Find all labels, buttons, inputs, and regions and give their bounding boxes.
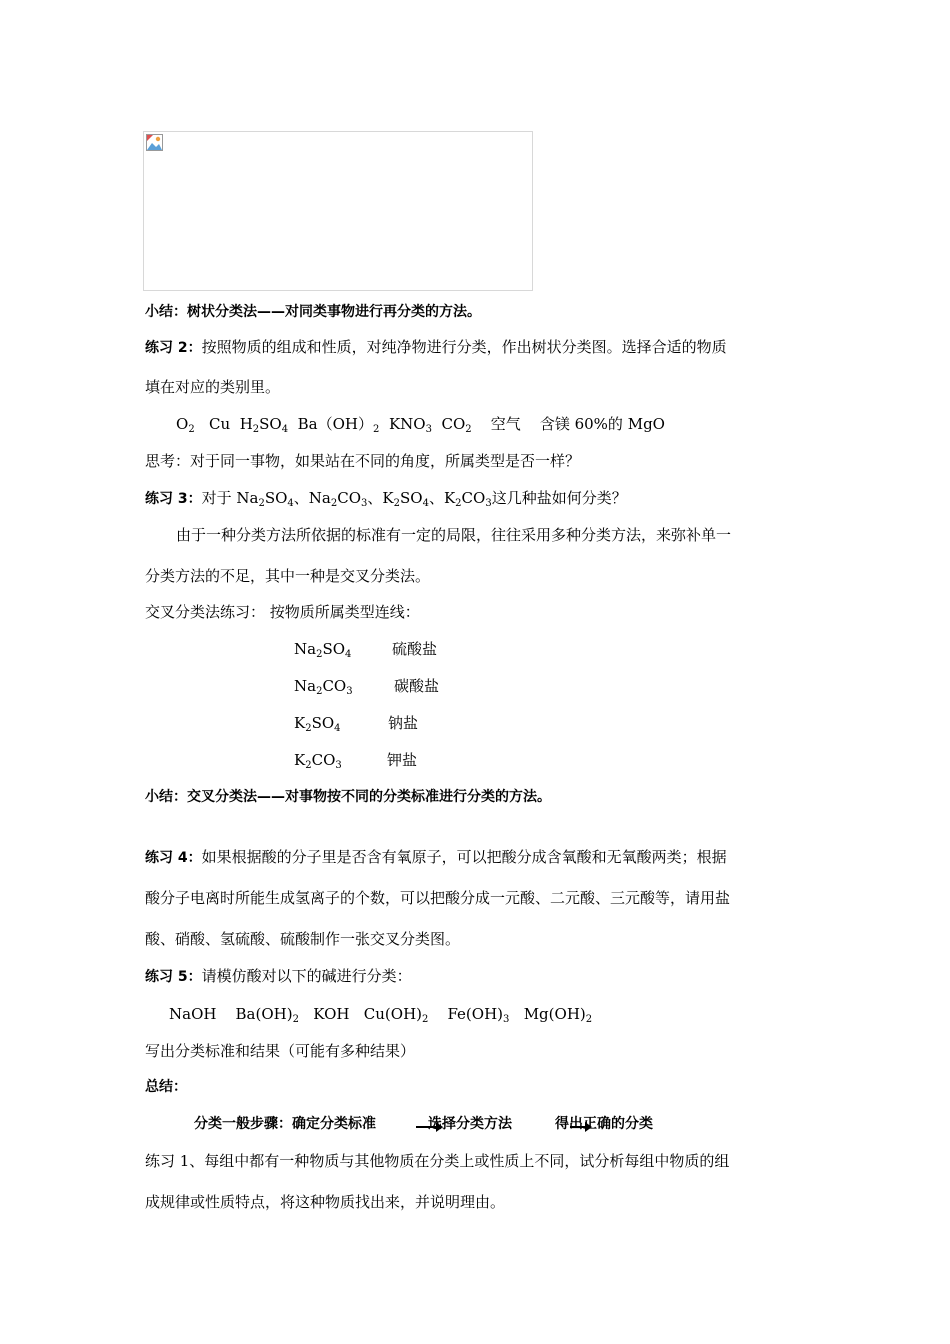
formula-co2: CO [441,415,466,433]
conclusion-label: 总结： [145,1079,187,1095]
ex3-part: CO [337,489,362,507]
cross-class-2: 碳酸盐 [394,677,440,695]
formula-koh: KOH [313,1005,350,1023]
step-1: 分类一般步骤：确定分类标准 [194,1116,376,1132]
formula-h2so4: H [239,415,253,433]
formula-mgoh2: Mg(OH) [523,1005,586,1023]
exercise-text: 如果根据酸的分子里是否含有氧原子，可以把酸分成含氧酸和无氧酸两类；根据 [201,848,727,866]
think-question: 思考：对于同一事物，如果站在不同的角度，所属类型是否一样？ [145,452,581,470]
paragraph-line2: 分类方法的不足，其中一种是交叉分类法。 [145,567,431,585]
ex3-part: 、Na [293,489,331,507]
cross-formula-2: $Na_2CO_3$ [294,677,353,697]
formula-part: CO [322,677,347,695]
exercise-label: 练习 5： [145,969,202,985]
formula-part: K [294,751,306,769]
exercise-4-line2: 酸分子电离时所能生成氢离子的个数，可以把酸分成一元酸、二元酸、三元酸等，请用盐 [145,889,731,907]
exercise-2-line1 [145,337,727,358]
exercise-2-line2: 填在对应的类别里。 [145,378,281,396]
exercise-5 [145,966,412,987]
formula-cu: Cu [209,415,231,433]
formula-part: SO [311,714,335,732]
cross-class-1: 硫酸盐 [392,640,438,658]
cross-formula-1: $Na_2SO_4$ [294,640,352,660]
formula-o2: O [176,415,189,433]
formula-part: Na [294,677,317,695]
substance-list: $O_2$ Cu $H_2SO_4$ $Ba(OH)_2$ $KNO_3$ $CO_2$ 空气 含镁 60%的 MgO [176,415,665,435]
ex3-part: 、K [428,489,456,507]
cross-class-3: 钠盐 [388,714,419,732]
ex3-part: SO [264,489,288,507]
formula-part: K [294,714,306,732]
exercise-3: 练习 3：对于 $Na_2SO_4$、$Na_2CO_3$、$K_2SO_4$、$K_2CO_3$这几种盐如何分类？ [145,489,627,509]
ex3-part: CO [461,489,486,507]
ex3-part: SO [400,489,423,507]
ex3-post: 这几种盐如何分类？ [491,489,627,507]
summary-tree [145,302,481,322]
exercise-4-line1 [145,847,727,868]
cross-formula-3: $K_2SO_4$ [294,714,341,734]
steps-line [194,1114,376,1134]
exercise-text: 请模仿酸对以下的碱进行分类： [201,967,412,985]
formula-baoh2: Ba(OH) [235,1005,293,1023]
broken-image-icon [146,134,163,151]
exercise-text: 按照物质的组成和性质，对纯净物进行分类，作出树状分类图。选择合适的物质 [201,338,727,356]
summary-cross [145,787,551,807]
cross-title: 交叉分类法练习： 按物质所属类型连线： [145,603,420,621]
formula-kno3: KNO [388,415,426,433]
summary-text: 交叉分类法——对事物按不同的分类标准进行分类的方法。 [187,789,551,805]
exercise-4-line3: 酸、硝酸、氢硫酸、硫酸制作一张交叉分类图。 [145,930,461,948]
summary-label: 小结： [145,304,187,320]
formula-part: CO [311,751,336,769]
step-2: 选择分类方法 [428,1116,512,1132]
summary-label: 小结： [145,789,187,805]
exercise-label: 练习 2： [145,340,202,356]
formula-part: SO [322,640,346,658]
summary-text: 树状分类法——对同类事物进行再分类的方法。 [187,304,481,320]
formula-part: Na [294,640,317,658]
formula-baoh2: Ba（OH） [297,415,374,433]
base-list: NaOH $Ba(OH)_2$ KOH $Cu(OH)_2$ $Fe(OH)_3$ $Mg(OH)_2$ [169,1005,593,1025]
exercise-1-line2: 成规律或性质特点，将这种物质找出来，并说明理由。 [145,1193,506,1211]
image-placeholder [143,131,533,291]
formula-feoh3: Fe(OH) [447,1005,504,1023]
ex3-pre: 对于 Na [201,489,259,507]
ex3-part: 、K [367,489,394,507]
substance-air: 空气 [490,415,521,433]
formula-naoh: NaOH [169,1005,217,1023]
exercise-1-line1: 练习 1、每组中都有一种物质与其他物质在分类上或性质上不同，试分析每组中物质的组 [145,1152,730,1170]
formula-h2so4-part: SO [259,415,282,433]
formula-cuoh2: Cu(OH) [363,1005,423,1023]
exercise-label: 练习 4： [145,850,202,866]
cross-class-4: 钾盐 [387,751,418,769]
step-3: 得出正确的分类 [555,1116,653,1132]
cross-formula-4: $K_2CO_3$ [294,751,342,771]
write-instruction: 写出分类标准和结果（可能有多种结果） [145,1042,416,1060]
exercise-label: 练习 3： [145,491,202,507]
substance-mgo: 含镁 60%的 MgO [539,415,665,433]
paragraph-line1: 由于一种分类方法所依据的标准有一定的局限，往往采用多种分类方法，来弥补单一 [176,526,732,544]
